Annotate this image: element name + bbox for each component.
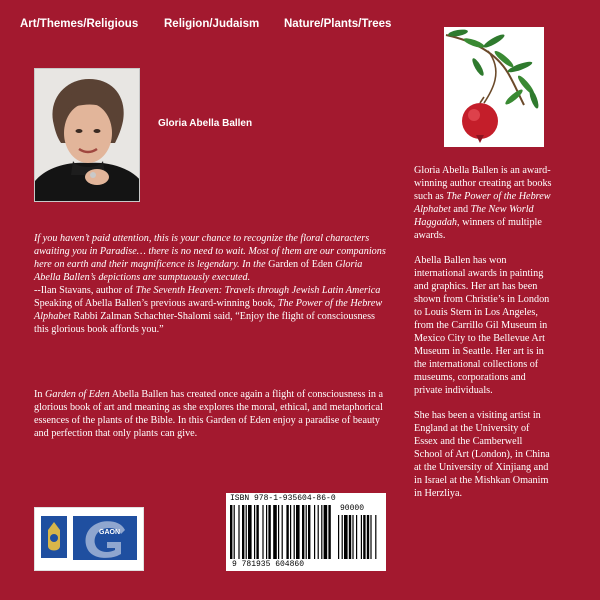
endorsement-paragraph [34, 297, 390, 336]
barcode-bar [278, 505, 279, 559]
bio-book-title-1: The Power of the Hebrew Alphabet [414, 191, 551, 215]
barcode-bar [234, 505, 235, 559]
barcode-bar [286, 505, 288, 559]
description-paragraph [34, 388, 390, 440]
barcode-bar [306, 505, 307, 559]
pomegranate-illustration [444, 27, 544, 147]
barcode-bar [256, 505, 258, 559]
price-bar [375, 515, 376, 559]
category-nature: Nature/Plants/Trees [284, 18, 392, 30]
author-photo [34, 68, 140, 202]
barcode-bar [238, 505, 239, 559]
barcode-bar [318, 505, 319, 559]
isbn-barcode [226, 493, 386, 571]
barcode-bar [282, 505, 283, 559]
endorsement-book-title: The Power of the Hebrew Alphabet [34, 298, 383, 322]
price-bar [342, 515, 343, 559]
price-bar [370, 515, 371, 559]
quote-text-end: Gloria Abella Ballen’s depictions are sumptuously executed. [34, 259, 363, 283]
endorsement-text-end: Rabbi Zalman Schachter-Shalomi said, “Enjoy the flight of consciousness this glorious book affords you.” [34, 311, 376, 335]
barcode-bar [266, 505, 267, 559]
barcode-bar [268, 505, 270, 559]
price-bar [344, 515, 348, 559]
barcode-bar [254, 505, 255, 559]
price-bar [361, 515, 362, 559]
bio-text-end: , winners of multiple awards. [414, 217, 542, 241]
endorsement-text: Speaking of Abella Ballen’s previous award-winning book, [34, 298, 278, 309]
bio-paragraph-3: She has been a visiting artist in England at the University of Essex and the Camberwell School of Art (London), in China at the University of Xinjiang and in Israel at the Mishkan Omanim in Herzliya. [414, 410, 550, 499]
bio-paragraph-2: Abella Ballen has won international awards in painting and graphics. Her art has been shown from Christie’s in London to Louis Stern in Los Angeles, from the Carrillo Gil Museum in Mexico City to the Bellevue Art Museum in Seattle. Her art is in the international collections of museums, corporations and private individuals. [414, 255, 550, 396]
publisher-logo [34, 507, 144, 571]
category-art: Art/Themes/Religious [20, 18, 139, 30]
price-bar [367, 515, 369, 559]
barcode-bar [230, 505, 232, 559]
barcode-bar [328, 505, 330, 559]
barcode-bar [296, 505, 300, 559]
barcode-digits: 9 781935 604860 [232, 560, 305, 569]
review-quote [34, 232, 390, 297]
description-text: Abella Ballen has created once again a flight of consciousness in a glorious book of art and meaning as she explores the moral, ethical, and metaphorical essences of the plants of the Bible. In this Garden of Eden enjoy a paradise of beauty and perfection that only plants can give. [34, 389, 384, 439]
barcode-bar [242, 505, 244, 559]
bio-book-title-2: The New World Haggadah [414, 204, 534, 228]
barcode-bar [273, 505, 277, 559]
bio-text-and: and [450, 204, 471, 215]
bio-text: Gloria Abella Ballen is an award-winning author creating art books such as [414, 165, 552, 202]
quote-attribution-title: The Seventh Heaven: Travels through Jewish Latin America [135, 285, 381, 296]
price-bar [356, 515, 357, 559]
author-name: Gloria Abella Ballen [158, 118, 253, 129]
price-bar [352, 515, 353, 559]
gaon-logo-icon [35, 508, 143, 570]
barcode-bar [246, 505, 247, 559]
isbn-label: ISBN 978-1-935604-86-0 [230, 494, 336, 503]
author-bio [414, 164, 552, 512]
price-bar [338, 515, 339, 559]
price-bar [349, 515, 351, 559]
barcode-bar [314, 505, 315, 559]
description-book-title: Garden of Eden [45, 389, 110, 400]
bio-paragraph-1 [414, 164, 552, 242]
quote-attribution: --Ilan Stavans, author of [34, 285, 136, 296]
quote-book-title: Garden of Eden [268, 259, 336, 270]
barcode-bar [308, 505, 310, 559]
barcode-bar [302, 505, 304, 559]
quote-text: If you haven’t paid attention, this is your chance to recognize the floral characters awaiting you in Paradise… there is no need to wait. Most of them are our companions here on earth and their magnificence is legendary. In the [34, 233, 386, 270]
category-religion: Religion/Judaism [164, 18, 260, 30]
barcode-bar [290, 505, 291, 559]
pomegranate-icon [444, 27, 544, 147]
author-portrait-image [35, 69, 140, 202]
barcode-bar [248, 505, 252, 559]
barcode-bar [324, 505, 328, 559]
price-code: 90000 [340, 504, 365, 513]
barcode-bar [321, 505, 322, 559]
price-bar [363, 515, 365, 559]
publisher-logo-text: GAON [99, 529, 120, 536]
barcode-bar [294, 505, 295, 559]
description-text-start: In [34, 389, 46, 400]
barcode-bar [262, 505, 263, 559]
